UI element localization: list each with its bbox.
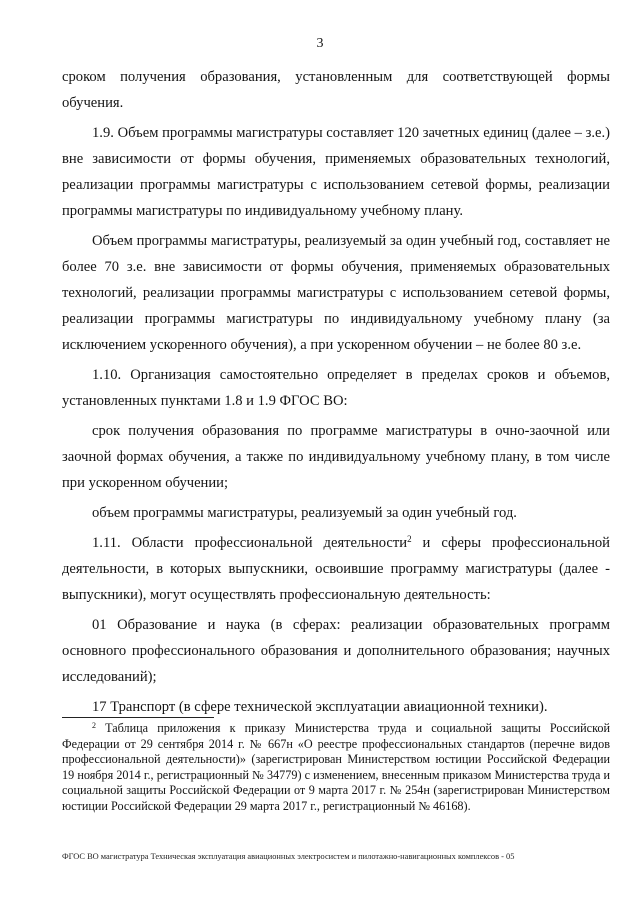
document-body <box>62 64 610 720</box>
footnote-reference: 2 <box>407 534 412 544</box>
paragraph-1-9: 1.9. Объем программы магистратуры составляет 120 зачетных единиц (далее – з.е.) вне зависимости от формы обучения, применяемых образовательных технологий, реализации программы магистратуры с использованием сетевой формы, реализации программы магистратуры по индивидуальному учебному плану. <box>62 125 610 219</box>
paragraph-continuation: сроком получения образования, установленным для соответствующей формы обучения. <box>62 69 610 111</box>
paragraph-annual-volume: Объем программы магистратуры, реализуемый за один учебный год, составляет не более 70 з.е. вне зависимости от формы обучения, применяемых образовательных технологий, реализации программы магистратуры с использованием сетевой формы, реализации программы магистратуры по индивидуальному учебному плану (за исключением ускоренного обучения), а при ускоренном обучении – не более 80 з.е. <box>62 233 610 353</box>
list-item-transport: 17 Транспорт (в сфере технической эксплуатации авиационной техники). <box>92 699 548 715</box>
footnote-separator <box>62 717 214 718</box>
list-item-annual-volume: объем программы магистратуры, реализуемый за один учебный год. <box>92 505 517 521</box>
footnote <box>62 721 610 815</box>
page-footer: ФГОС ВО магистратура Техническая эксплуатация авиационных электросистем и пилотажно-навигационных комплексов - 05 <box>62 852 515 861</box>
page-number: 3 <box>316 36 324 51</box>
footnote-marker: 2 <box>92 721 96 730</box>
paragraph-1-11-lead: 1.11. Области профессиональной деятельности <box>92 535 408 551</box>
paragraph-1-11 <box>62 530 610 608</box>
list-item-study-period: срок получения образования по программе магистратуры в очно-заочной или заочной формах обучения, а также по индивидуальному учебному плану, в том числе при ускоренном обучении; <box>62 423 610 491</box>
footnote-text: Таблица приложения к приказу Министерства труда и социальной защиты Российской Федерации от 29 сентября 2014 г. № 667н «О реестре профессиональных стандартов (перечне видов профессиональной деятельности)» (зарегистрирован Министерством юстиции Российской Федерации 19 ноября 2014 г., регистрационный № 34779) с изменением, внесенным приказом Министерства труда и социальной защиты Российской Федерации от 9 марта 2017 г. № 254н (зарегистрирован Министерством юстиции Российской Федерации 29 марта 2017 г., регистрационный № 46168). <box>62 721 610 813</box>
list-item-education-science: 01 Образование и наука (в сферах: реализации образовательных программ основного профессионального образования и дополнительного образования; научных исследований); <box>62 617 610 685</box>
paragraph-1-10: 1.10. Организация самостоятельно определяет в пределах сроков и объемов, установленных пунктами 1.8 и 1.9 ФГОС ВО: <box>62 367 610 409</box>
paragraph-1-11-rest: и сферы профессиональной деятельности, в которых выпускники, освоившие программу магистратуры (далее - выпускники), могут осуществлять профессиональную деятельность: <box>62 535 610 603</box>
